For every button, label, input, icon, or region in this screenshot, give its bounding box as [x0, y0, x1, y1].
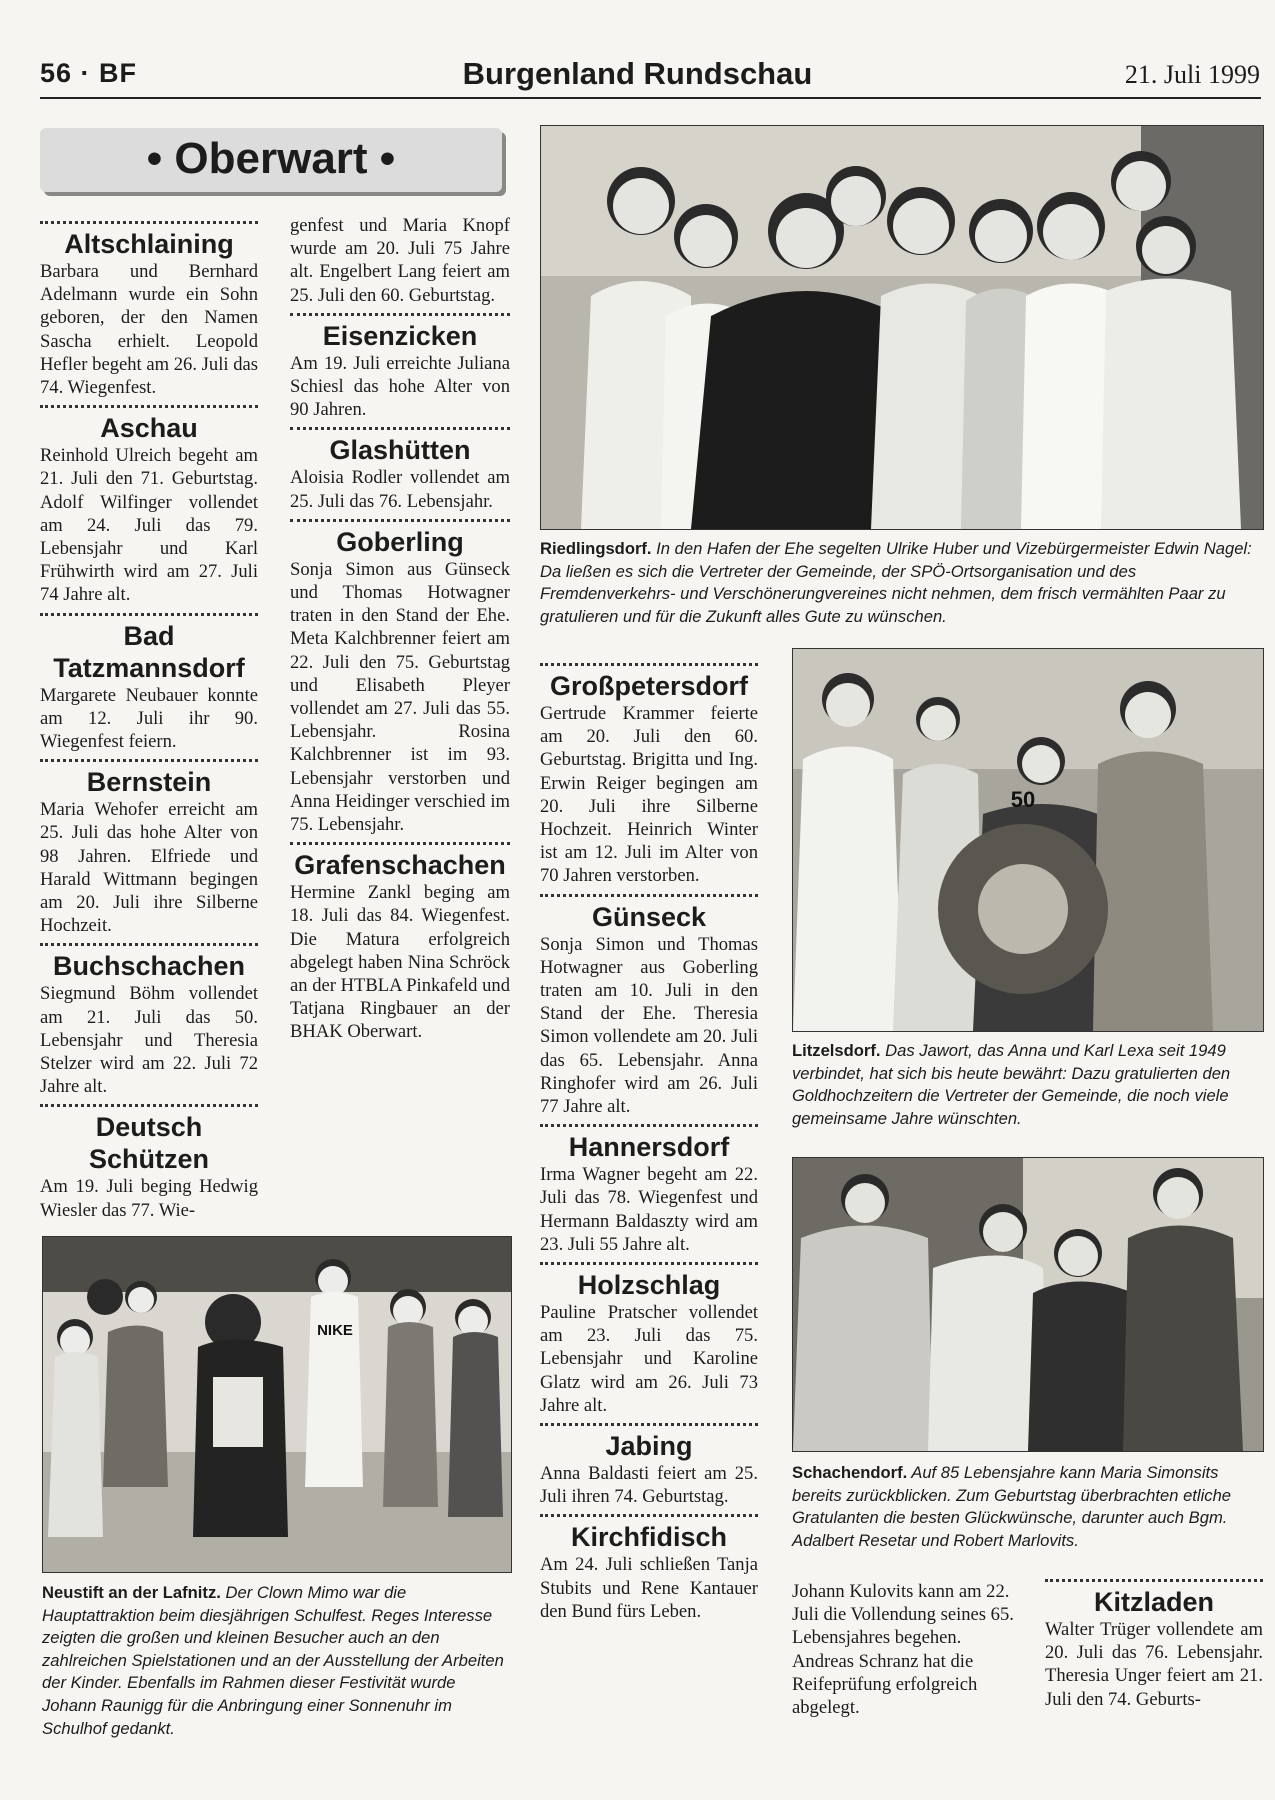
- divider: [40, 221, 258, 224]
- caption-text: Das Jawort, das Anna und Karl Lexa seit 1949 verbindet, hat sich bis heute bewährt: Dazu gratulierten den Goldhochzeitern die Vertreter der Gemeinde, die noch viele gemeinsame Jahre wünschten.: [792, 1041, 1231, 1128]
- issue-date: 21. Juli 1999: [1124, 60, 1260, 89]
- entry-guenseck: [540, 894, 758, 1119]
- entry-text: Pauline Pratscher vollendet am 23. Juli das 75. Lebensjahr und Karoline Glatz wird am 26. Juli 73 Jahre alt.: [540, 1302, 758, 1416]
- column-5: [1045, 1573, 1263, 1711]
- entry-deutsch-schuetzen: [40, 1104, 258, 1221]
- header-rule: [40, 97, 1261, 99]
- caption-lead: Schachendorf.: [792, 1463, 908, 1482]
- place-heading: Günseck: [591, 901, 707, 932]
- place-heading: Hannersdorf: [568, 1132, 730, 1163]
- caption-lead: Neustift an der Lafnitz.: [42, 1583, 221, 1602]
- caption-text: Auf 85 Lebensjahre kann Maria Simonsits bereits zurückblicken. Zum Geburtstag überbrachten etliche Gratulanten die besten Glückwünsche, darunter auch Bgm. Adalbert Resetar und Robert Marlovits.: [792, 1463, 1232, 1550]
- entry-text: Walter Trüger vollendete am 20. Juli das 76. Lebensjahr. Theresia Unger feiert am 21. Juli den 74. Geburts-: [1045, 1619, 1263, 1710]
- place-heading: Kitzladen: [1093, 1587, 1214, 1617]
- place-heading: Bad Tatzmannsdorf: [53, 620, 245, 683]
- entry-kitzladen: [1045, 1579, 1263, 1711]
- caption-lead: Litzelsdorf.: [792, 1041, 881, 1060]
- divider: [40, 759, 258, 762]
- section-title: • Oberwart •: [40, 128, 502, 192]
- place-heading: Deutsch Schützen: [88, 1112, 209, 1175]
- place-heading: Aschau: [100, 413, 198, 444]
- divider: [290, 427, 510, 430]
- divider: [1045, 1579, 1263, 1582]
- column-3: [540, 657, 758, 1623]
- caption-lead: Riedlingsdorf.: [540, 539, 652, 558]
- entry-jabing: [540, 1423, 758, 1508]
- entry-altschlaining: [40, 221, 258, 399]
- entry-grafenschachen: [290, 842, 510, 1043]
- entry-glashuetten: [290, 427, 510, 512]
- entry-bernstein: [40, 759, 258, 937]
- entry-holzschlag: [540, 1262, 758, 1417]
- place-heading: Kirchfidisch: [570, 1522, 728, 1553]
- column-4: [792, 1580, 1018, 1719]
- entry-text: Margarete Neubauer konnte am 12. Juli ihr 90. Wiegenfest feiern.: [40, 684, 258, 753]
- column-1: [40, 215, 258, 1222]
- entry-kirchfidisch: [540, 1514, 758, 1623]
- place-heading: Altschlaining: [64, 229, 234, 259]
- entry-text: Sonja Simon aus Günseck und Thomas Hotwagner traten in den Stand der Ehe. Meta Kalchbrenner feiert am 22. Juli den 75. Geburtstag und Elisabeth Pleyer vollendet am 27. Juli das 55. Lebensjahr. Rosina Kalchbrenner ist im 93. Lebensjahr verstorben und Anna Heidinger verschied im 75. Lebensjahr.: [290, 558, 510, 836]
- divider: [40, 405, 258, 408]
- place-heading: Buchschachen: [52, 951, 246, 982]
- place-heading: Goberling: [336, 526, 464, 557]
- entry-grosspetersdorf: [540, 663, 758, 888]
- photo-schachendorf: [792, 1157, 1264, 1452]
- page-number: 56 · BF: [40, 58, 138, 88]
- entry-hannersdorf: [540, 1124, 758, 1256]
- entry-text: Gertrude Krammer feierte am 20. Juli den 60. Geburtstag. Brigitta und Ing. Erwin Reiger begingen am 20. Juli ihre Silberne Hochzeit. Heinrich Winter ist am 12. Juli im Alter von 70 Jahren verstorben.: [540, 703, 758, 887]
- place-heading: Holzschlag: [577, 1270, 721, 1301]
- divider: [540, 1514, 758, 1517]
- caption-riedlingsdorf: [540, 538, 1262, 628]
- caption-schachendorf: [792, 1462, 1262, 1552]
- entry-continued: genfest und Maria Knopf wurde am 20. Juli 75 Jahre alt. Engelbert Lang feiert am 25. Juli den 60. Geburtstag.: [290, 215, 510, 306]
- place-heading: Jabing: [605, 1431, 693, 1462]
- entry-text: Sonja Simon und Thomas Hotwagner aus Goberling traten am 10. Juli in den Stand der Ehe. Theresia Simon vollendete am 20. Juli das 65. Lebensjahr. Anna Ringhofer wird am 26. Juli 77 Jahre alt.: [540, 933, 758, 1118]
- entry-text: Irma Wagner begeht am 22. Juli das 78. Wiegenfest und Hermann Baldaszty wird am 23. Juli 55 Jahre alt.: [540, 1164, 758, 1255]
- column-2: [290, 214, 510, 1044]
- entry-continued: Johann Kulovits kann am 22. Juli die Vollendung seines 65. Lebensjahres begehen. Andreas Schranz hat die Reifeprüfung erfolgreich abgelegt.: [792, 1581, 1014, 1719]
- place-heading: Eisenzicken: [322, 320, 478, 351]
- divider: [40, 613, 258, 616]
- caption-litzelsdorf: [792, 1040, 1262, 1130]
- photo-neustift: [42, 1236, 512, 1573]
- divider: [540, 1423, 758, 1426]
- photo-riedlingsdorf: [540, 125, 1264, 530]
- divider: [540, 1124, 758, 1127]
- divider: [290, 313, 510, 316]
- cake-number: 50: [1010, 787, 1036, 812]
- entry-text: Barbara und Bernhard Adelmann wurde ein Sohn geboren, der den Namen Sascha erhielt. Leopold Hefler begeht am 26. Juli das 74. Wiegenfest.: [40, 261, 258, 399]
- place-heading: Grafenschachen: [294, 850, 506, 881]
- entry-text: Reinhold Ulreich begeht am 21. Juli den 71. Geburtstag. Adolf Wilfinger vollendet am 24. Juli das 79. Lebensjahr und Karl Frühwirth wird am 27. Juli 74 Jahre alt.: [40, 445, 258, 606]
- divider: [290, 519, 510, 522]
- entry-text: Am 19. Juli erreichte Juliana Schiesl das hohe Alter von 90 Jahren.: [290, 352, 510, 421]
- entry-text: Maria Wehofer erreicht am 25. Juli das hohe Alter von 98 Jahren. Elfriede und Harald Wittmann begingen am 20. Juli ihre Silberne Hochzeit.: [40, 799, 258, 937]
- entry-aschau: [40, 405, 258, 606]
- caption-text: Der Clown Mimo war die Hauptattraktion beim diesjährigen Schulfest. Reges Interesse zeigten die großen und kleinen Besucher auch an den zahlreichen Spielstationen und an der Ausstellung der Arbeiten der Kinder. Ebenfalls im Rahmen dieser Festivität wurde Johann Raunigg für die Anbringung einer Sonnenuhr im Schulhof gedankt.: [42, 1583, 504, 1738]
- entry-text: Siegmund Böhm vollendet am 21. Juli das 50. Lebensjahr und Theresia Stelzer wird am 22. Juli 72 Jahre alt.: [40, 983, 258, 1098]
- divider: [40, 943, 258, 946]
- entry-text: Anna Baldasti feiert am 25. Juli ihren 74. Geburtstag.: [540, 1463, 758, 1508]
- divider: [540, 894, 758, 897]
- divider: [290, 842, 510, 845]
- place-heading: Bernstein: [86, 767, 212, 798]
- divider: [40, 1104, 258, 1107]
- photo-litzelsdorf: [792, 648, 1264, 1032]
- place-heading: Großpetersdorf: [549, 671, 749, 701]
- entry-eisenzicken: [290, 313, 510, 422]
- divider: [540, 663, 758, 666]
- divider: [540, 1262, 758, 1265]
- entry-text: Am 19. Juli beging Hedwig Wiesler das 77. Wie-: [40, 1176, 258, 1221]
- publication-title: Burgenland Rundschau: [462, 56, 813, 91]
- entry-goberling: [290, 519, 510, 836]
- place-heading: Glashütten: [329, 435, 471, 466]
- shirt-text: NIKE: [317, 1322, 353, 1339]
- entry-text: Am 24. Juli schließen Tanja Stubits und Rene Kantauer den Bund fürs Leben.: [540, 1554, 758, 1622]
- caption-text: In den Hafen der Ehe segelten Ulrike Huber und Vizebürgermeister Edwin Nagel: Da ließen es sich die Vertreter der Gemeinde, der SPÖ-Ortsorganisation und des Fremdenverkehrs- und Verschönerungvereines nicht nehmen, dem frisch vermählten Paar zu gratulieren und für die Zukunft alles Gute zu wünschen.: [540, 539, 1252, 626]
- entry-bad-tatzmannsdorf: [40, 613, 258, 754]
- caption-neustift: [42, 1582, 512, 1740]
- entry-buchschachen: [40, 943, 258, 1098]
- entry-text: Aloisia Rodler vollendet am 25. Juli das 76. Lebensjahr.: [290, 467, 510, 512]
- entry-text: Hermine Zankl beging am 18. Juli das 84. Wiegenfest. Die Matura erfolgreich abgelegt haben Nina Schröck an der HTBLA Pinkafeld und Tatjana Ringbauer an der BHAK Oberwart.: [290, 882, 510, 1043]
